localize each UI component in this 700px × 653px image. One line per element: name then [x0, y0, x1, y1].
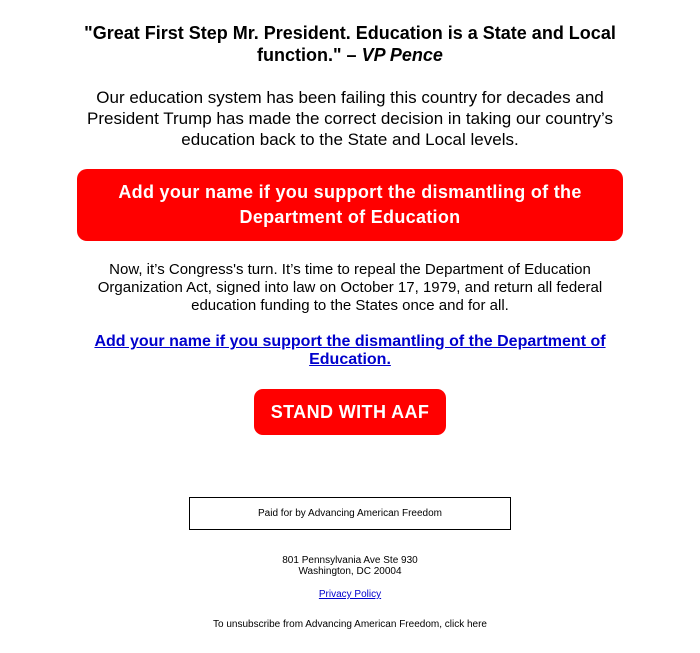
- intro-paragraph: Our education system has been failing this country for decades and President Trump has made the correct decision in taking our country’s education back to the State and Local levels.: [86, 88, 613, 149]
- stand-with-aaf-button[interactable]: [254, 389, 446, 435]
- congress-paragraph: Now, it’s Congress's turn. It’s time to repeal the Department of Education Organization Act, signed into law on October 17, 1979, and return all federal education funding to the States once and for all.: [97, 261, 603, 314]
- headline: [70, 22, 630, 66]
- mailing-address: [200, 555, 500, 577]
- add-name-link[interactable]: Add your name if you support the dismantling of the Department of Education.: [94, 333, 606, 368]
- stand-with-aaf-label: STAND WITH AAF: [270, 401, 430, 422]
- add-name-cta-button[interactable]: [77, 169, 623, 241]
- address-line-2: Washington, DC 20004: [298, 566, 402, 577]
- paid-for-text: Paid for by Advancing American Freedom: [258, 508, 442, 519]
- unsubscribe-link[interactable]: To unsubscribe from Advancing American Freedom, click here: [212, 619, 487, 630]
- address-line-1: 801 Pennsylvania Ave Ste 930: [282, 555, 418, 566]
- privacy-policy-link[interactable]: Privacy Policy: [318, 589, 382, 600]
- headline-quote: "Great First Step Mr. President. Education is a State and Local function." –: [84, 23, 616, 65]
- add-name-cta-label: Add your name if you support the dismantling of the Department of Education: [118, 182, 582, 227]
- paid-for-disclaimer: [189, 497, 511, 530]
- headline-attribution: VP Pence: [361, 45, 443, 65]
